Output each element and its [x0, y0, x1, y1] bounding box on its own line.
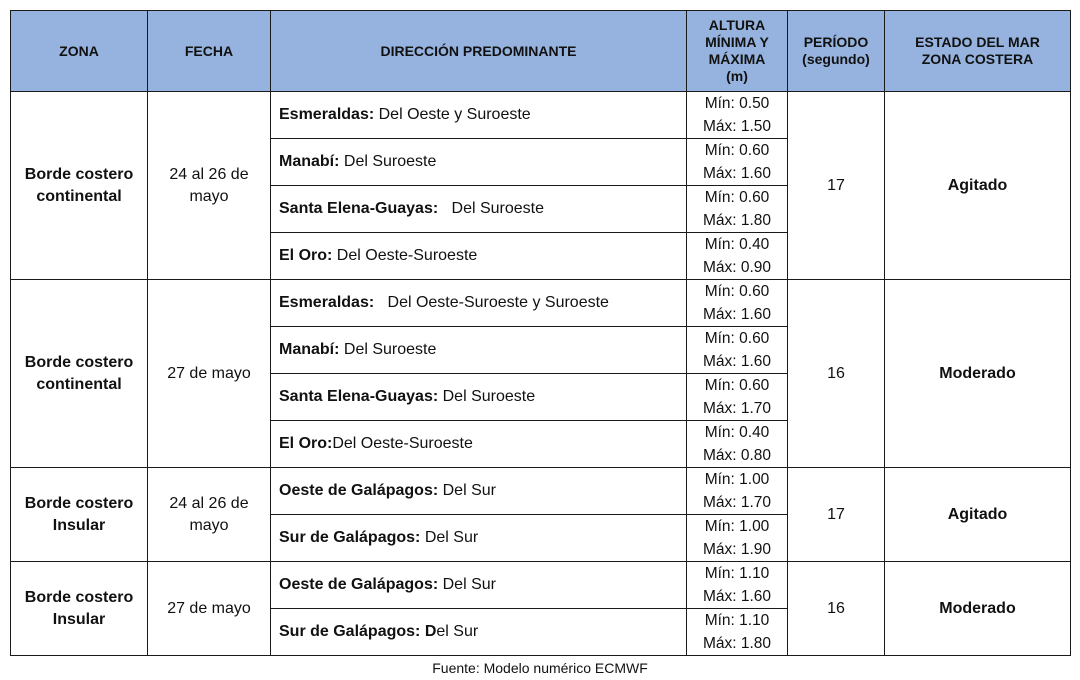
- direccion-cell: [271, 515, 687, 562]
- periodo-cell: 16: [788, 562, 885, 656]
- altura-min: Mín: 0.60: [704, 142, 770, 159]
- zona-line: continental: [36, 187, 122, 205]
- fecha-cell: [148, 468, 271, 562]
- table-row: [11, 92, 1071, 139]
- periodo-cell: 17: [788, 92, 885, 280]
- header-periodo-line: PERÍODO: [803, 34, 869, 50]
- zona-line: Borde costero: [24, 353, 134, 371]
- zona-line: Borde costero: [24, 165, 134, 183]
- altura-min: Mín: 0.60: [704, 330, 770, 347]
- altura-min: Mín: 0.60: [704, 283, 770, 300]
- zona-cell: [11, 92, 148, 280]
- altura-cell: [687, 92, 788, 139]
- altura-max: Máx: 1.50: [702, 118, 772, 135]
- altura-cell: [687, 327, 788, 374]
- fecha-line: mayo: [189, 187, 229, 205]
- direccion-cell: [271, 186, 687, 233]
- estado-cell: Agitado: [885, 468, 1071, 562]
- header-fecha: FECHA: [148, 11, 271, 92]
- altura-cell: [687, 515, 788, 562]
- altura-cell: [687, 421, 788, 468]
- zona-line: Insular: [52, 516, 106, 534]
- altura-cell: [687, 233, 788, 280]
- fecha-line: 24 al 26 de: [169, 494, 249, 512]
- zona-line: Borde costero: [24, 494, 134, 512]
- direccion-value: Del Suroeste: [339, 153, 437, 170]
- header-altura-line: (m): [726, 68, 748, 84]
- direccion-cell: [271, 609, 687, 656]
- altura-cell: [687, 139, 788, 186]
- direccion-value: Del Sur: [438, 482, 496, 499]
- lugar-label: Oeste de Galápagos:: [279, 482, 439, 499]
- lugar-label: Santa Elena-Guayas:: [279, 200, 439, 217]
- direccion-cell: [271, 233, 687, 280]
- header-estado-line: ESTADO DEL MAR: [915, 34, 1040, 50]
- altura-max: Máx: 1.70: [702, 400, 772, 417]
- fecha-cell: [148, 92, 271, 280]
- zona-line: Insular: [52, 610, 106, 628]
- header-altura-line: MÁXIMA: [708, 51, 766, 67]
- header-altura-line: ALTURA: [708, 17, 766, 33]
- lugar-label: Santa Elena-Guayas:: [279, 388, 439, 405]
- direccion-value: Del Suroeste: [438, 388, 536, 405]
- header-periodo-line: (segundo): [802, 51, 870, 67]
- altura-max: Máx: 1.60: [702, 165, 772, 182]
- header-periodo: [788, 11, 885, 92]
- altura-max: Máx: 1.80: [702, 212, 772, 229]
- estado-cell: Moderado: [885, 280, 1071, 468]
- fecha-line: mayo: [189, 516, 229, 534]
- fecha-line: 27 de mayo: [167, 599, 251, 617]
- altura-cell: [687, 562, 788, 609]
- header-row: [11, 11, 1071, 92]
- direccion-cell: [271, 280, 687, 327]
- altura-min: Mín: 0.60: [704, 377, 770, 394]
- header-altura-line: MÍNIMA Y: [705, 34, 769, 50]
- table-row: [11, 468, 1071, 515]
- altura-max: Máx: 1.60: [702, 353, 772, 370]
- altura-min: Mín: 1.00: [704, 518, 770, 535]
- altura-max: Máx: 1.60: [702, 588, 772, 605]
- altura-max: Máx: 1.90: [702, 541, 772, 558]
- direccion-value: Del Sur: [438, 576, 496, 593]
- altura-min: Mín: 1.10: [704, 612, 770, 629]
- altura-min: Mín: 0.50: [704, 95, 770, 112]
- altura-min: Mín: 0.40: [704, 236, 770, 253]
- altura-max: Máx: 1.60: [702, 306, 772, 323]
- direccion-cell: [271, 562, 687, 609]
- direccion-value: Del Suroeste: [339, 341, 437, 358]
- periodo-cell: 17: [788, 468, 885, 562]
- forecast-table-container: [10, 10, 1070, 676]
- zona-cell: [11, 468, 148, 562]
- zona-cell: [11, 280, 148, 468]
- altura-min: Mín: 1.10: [704, 565, 770, 582]
- altura-min: Mín: 0.60: [704, 189, 770, 206]
- direccion-value: Del Oeste-Suroeste: [332, 435, 473, 452]
- zona-cell: [11, 562, 148, 656]
- direccion-value: Del Oeste y Suroeste: [374, 106, 531, 123]
- altura-cell: [687, 186, 788, 233]
- header-direccion: DIRECCIÓN PREDOMINANTE: [271, 11, 687, 92]
- direccion-cell: [271, 327, 687, 374]
- altura-cell: [687, 374, 788, 421]
- table-row: [11, 280, 1071, 327]
- header-altura: [687, 11, 788, 92]
- direccion-value: Del Suroeste: [438, 200, 544, 217]
- direccion-value: Del Oeste-Suroeste y Suroeste: [374, 294, 609, 311]
- estado-cell: Moderado: [885, 562, 1071, 656]
- periodo-cell: 16: [788, 280, 885, 468]
- lugar-label: Esmeraldas:: [279, 294, 375, 311]
- altura-max: Máx: 0.90: [702, 259, 772, 276]
- altura-cell: [687, 280, 788, 327]
- altura-max: Máx: 1.70: [702, 494, 772, 511]
- zona-line: Borde costero: [24, 588, 134, 606]
- source-caption: Fuente: Modelo numérico ECMWF: [432, 660, 648, 676]
- lugar-label: El Oro:: [279, 247, 333, 264]
- direccion-value: Del Oeste-Suroeste: [332, 247, 478, 264]
- lugar-label: Manabí:: [279, 153, 340, 170]
- header-zona: ZONA: [11, 11, 148, 92]
- altura-min: Mín: 0.40: [704, 424, 770, 441]
- direccion-value: el Sur: [436, 623, 479, 640]
- direccion-cell: [271, 374, 687, 421]
- direccion-cell: [271, 92, 687, 139]
- direccion-cell: [271, 139, 687, 186]
- fecha-line: 24 al 26 de: [169, 165, 249, 183]
- altura-max: Máx: 1.80: [702, 635, 772, 652]
- estado-cell: Agitado: [885, 92, 1071, 280]
- zona-line: continental: [36, 375, 122, 393]
- lugar-label: Sur de Galápagos: D: [279, 623, 437, 640]
- altura-cell: [687, 468, 788, 515]
- altura-min: Mín: 1.00: [704, 471, 770, 488]
- direccion-cell: [271, 421, 687, 468]
- fecha-cell: [148, 562, 271, 656]
- altura-cell: [687, 609, 788, 656]
- header-estado-line: ZONA COSTERA: [921, 51, 1034, 67]
- table-row: [11, 562, 1071, 609]
- lugar-label: El Oro:: [279, 435, 333, 452]
- lugar-label: Manabí:: [279, 341, 340, 358]
- lugar-label: Oeste de Galápagos:: [279, 576, 439, 593]
- header-estado: [885, 11, 1071, 92]
- lugar-label: Esmeraldas:: [279, 106, 375, 123]
- direccion-cell: [271, 468, 687, 515]
- altura-max: Máx: 0.80: [702, 447, 772, 464]
- lugar-label: Sur de Galápagos:: [279, 529, 421, 546]
- fecha-cell: [148, 280, 271, 468]
- sea-state-table: [10, 10, 1071, 656]
- direccion-value: Del Sur: [420, 529, 479, 546]
- fecha-line: 27 de mayo: [167, 364, 251, 382]
